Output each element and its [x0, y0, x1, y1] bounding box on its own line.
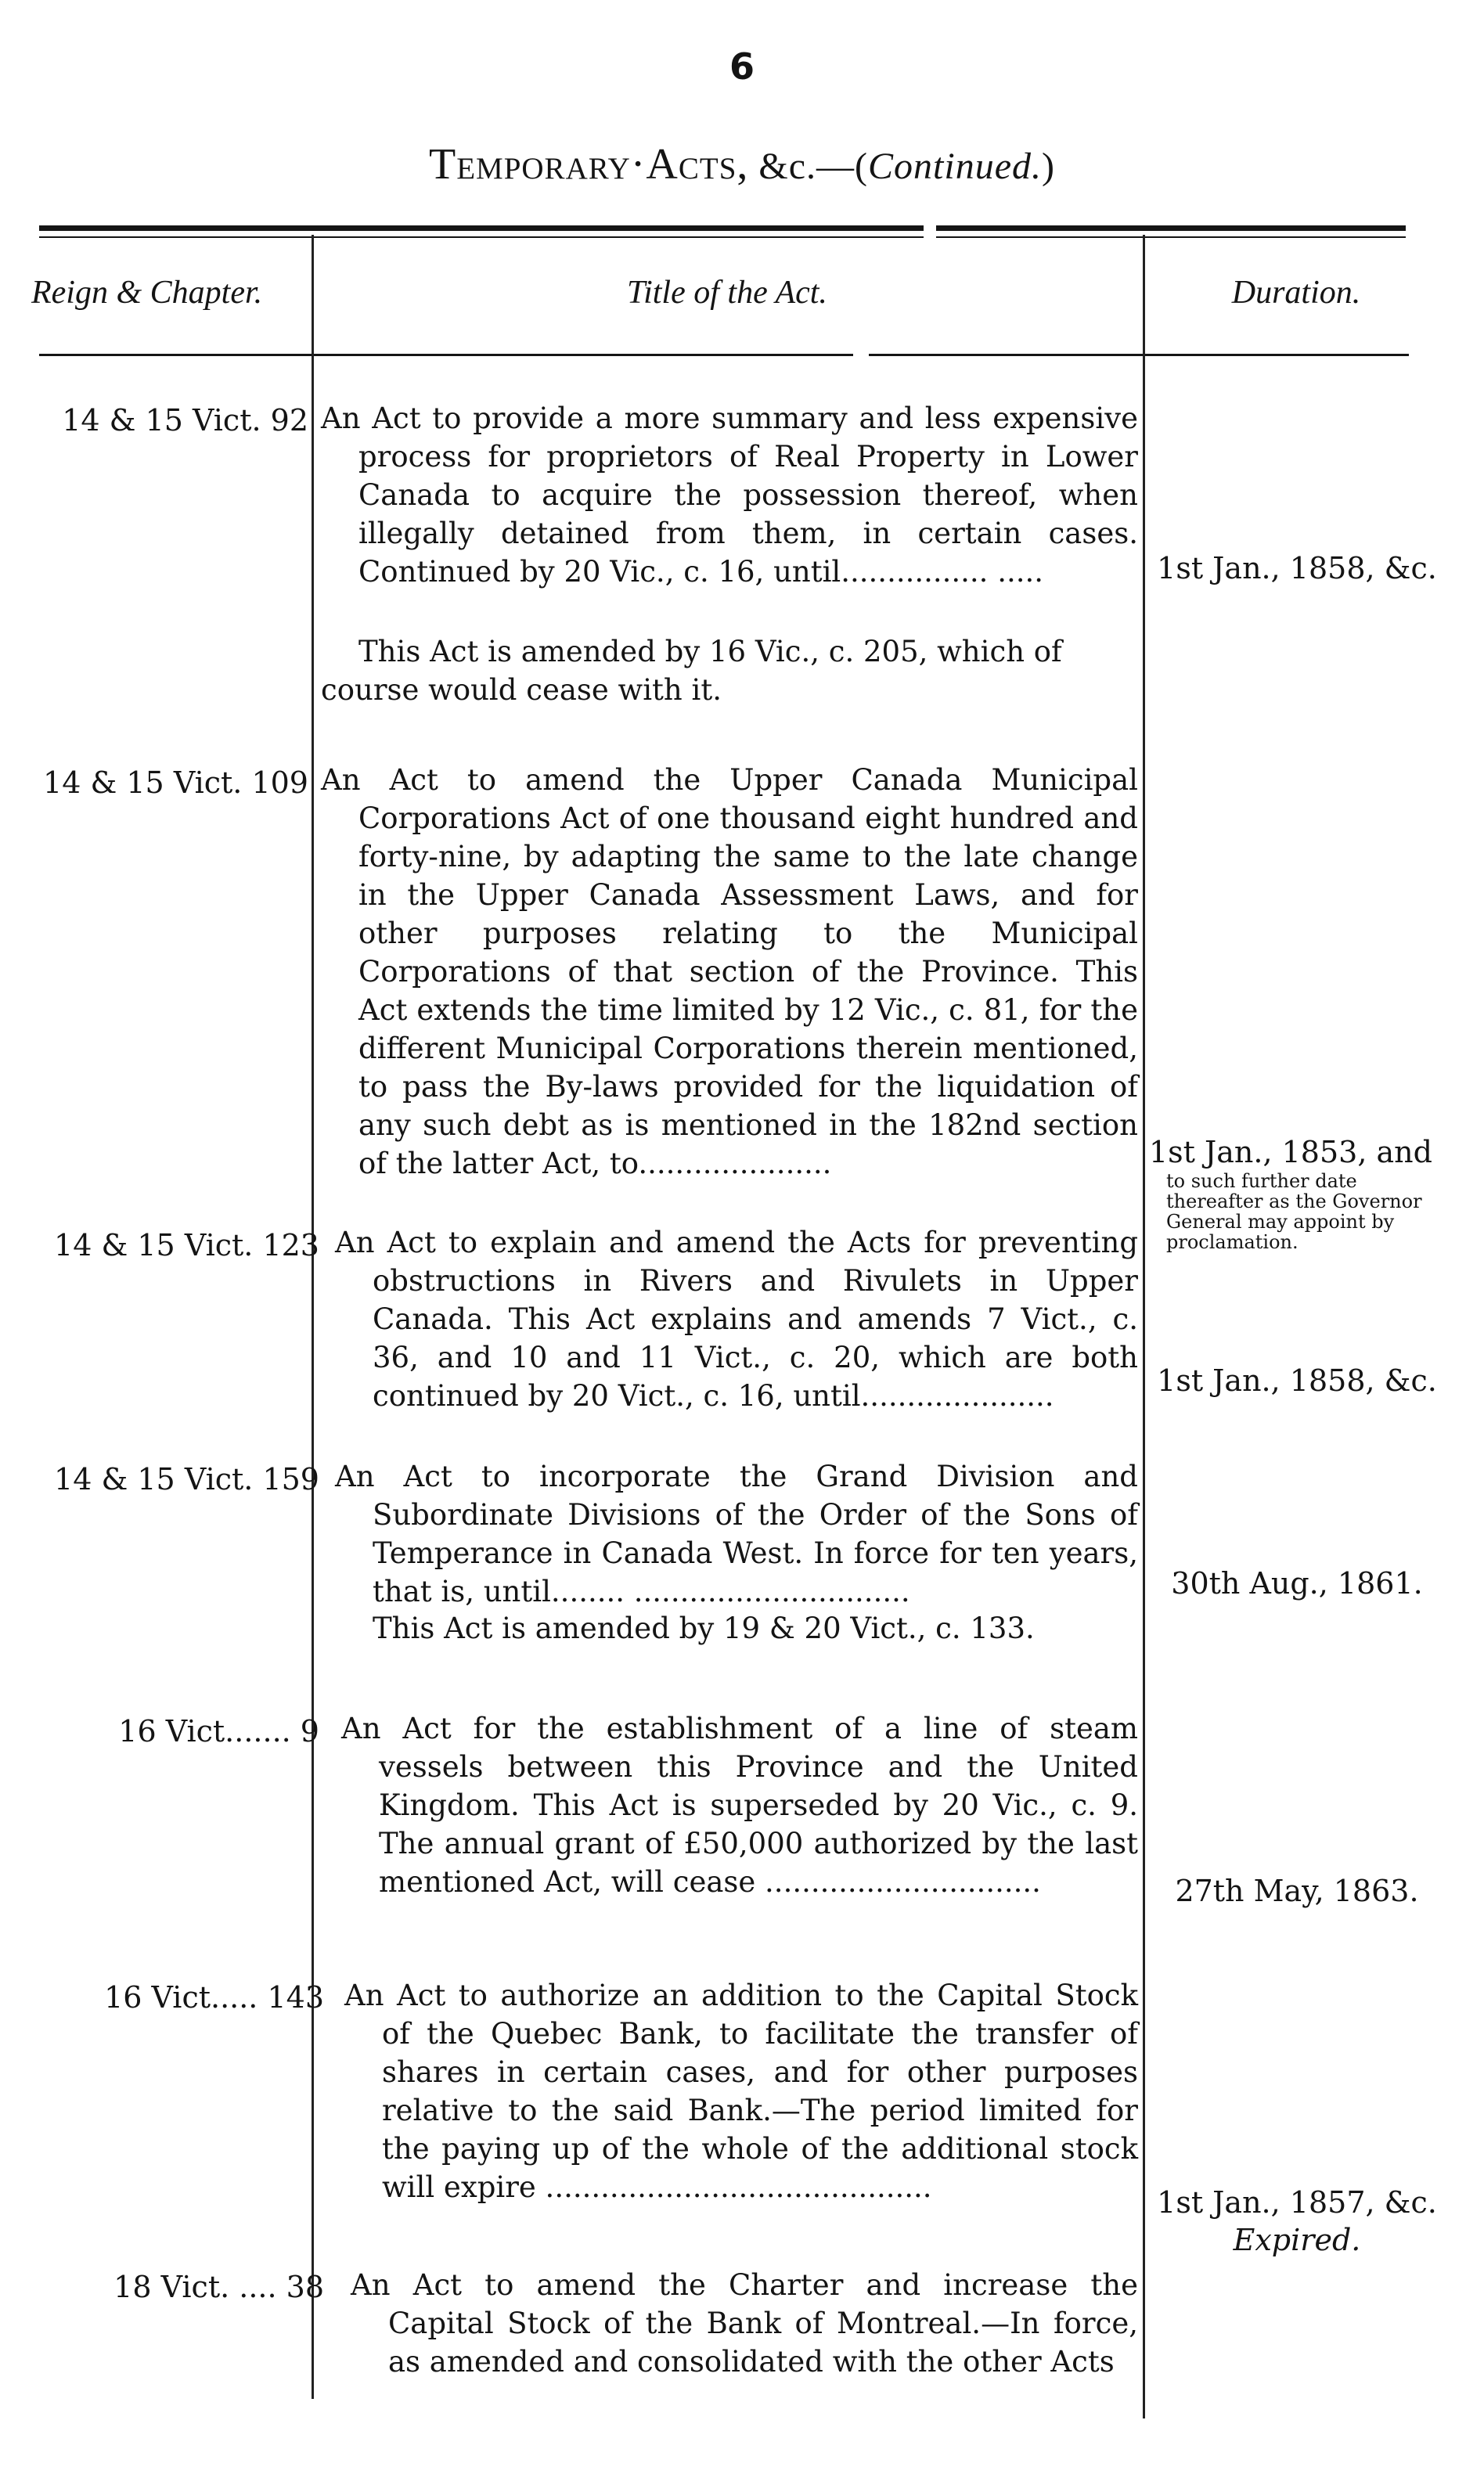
heading-main: Temporary·Acts, — [429, 140, 749, 189]
column-head-reign: Reign & Chapter. — [31, 275, 263, 311]
column-divider-2 — [1143, 235, 1145, 2418]
heading-continued: Continued. — [868, 146, 1043, 187]
entry-expired-flag: Expired. — [1233, 2223, 1361, 2257]
top-rule-thin-right — [936, 236, 1406, 238]
entry-reign: 18 Vict. .... 38 — [113, 2270, 324, 2304]
entry-title: An Act to authorize an addition to the Capital Stock of the Quebec Bank, to facilitate the transfer of shares in certain cases, and for other purposes relative to the said Bank.—The period limited for the paying up of the whole of the additional stock will expire .......................................... — [344, 1979, 1138, 2204]
page-number: 6 — [729, 45, 755, 88]
entry-title: An Act to provide a more summary and less expensive process for proprietors of Real Property in Lower Canada to acquire the possession thereof, when illegally detained from them, in certain cases. Continued by 20 Vic., c. 16, until................ ..... — [321, 402, 1138, 589]
entry-duration: 30th Aug., 1861. — [1171, 1566, 1423, 1601]
entry-title: An Act for the establishment of a line of steam vessels between this Province and the United Kingdom. This Act is superseded by 20 Vic., c. 9. The annual grant of £50,000 authorized by the last mentioned Act, will cease .............................. — [341, 1712, 1138, 1899]
page-heading — [0, 139, 1484, 189]
heading-close: ) — [1042, 146, 1055, 187]
entry-reign: 14 & 15 Vict. 123 — [54, 1228, 319, 1262]
entry-title: An Act to explain and amend the Acts for preventing obstructions in Rivers and Rivulets in Upper Canada. This Act explains and amends 7 Vict., c. 36, and 10 and 11 Vict., c. 20, which are both continued by 20 Vict., c. 16, until..................... — [335, 1226, 1138, 1413]
entry-note: This Act is amended by 19 & 20 Vict., c. 133. — [373, 1612, 1035, 1645]
entry-reign: 14 & 15 Vict. 109 — [43, 765, 308, 800]
column-divider-1 — [312, 235, 314, 2399]
header-rule-right — [869, 354, 1409, 356]
entry-duration: 1st Jan., 1853, and — [1149, 1135, 1432, 1169]
top-rule-thick-right — [936, 225, 1406, 231]
top-rule-thick-left — [39, 225, 924, 231]
column-head-title: Title of the Act. — [627, 275, 827, 311]
entry-reign: 16 Vict....... 9 — [118, 1714, 319, 1749]
entry-title: An Act to amend the Charter and increase the Capital Stock of the Bank of Montreal.—In force, as amended and consolidated with the other Acts — [351, 2268, 1138, 2379]
entry-duration: 1st Jan., 1858, &c. — [1157, 1363, 1437, 1398]
entry-title: An Act to incorporate the Grand Division and Subordinate Divisions of the Order of the Sons of Temperance in Canada West. In force for ten years, that is, until........ .............................. — [335, 1460, 1138, 1608]
entry-duration: 27th May, 1863. — [1175, 1874, 1419, 1908]
header-rule-left — [39, 354, 853, 356]
entry-duration: 1st Jan., 1858, &c. — [1157, 551, 1437, 585]
entry-title: An Act to amend the Upper Canada Municipal Corporations Act of one thousand eight hundred and forty-nine, by adapting the same to the late change in the Upper Canada Assessment Laws, and for other purposes relating to the Municipal Corporations of that section of the Province. This Act extends the time limited by 12 Vic., c. 81, for the different Municipal Corporations therein mentioned, to pass the By-laws provided for the liquidation of any such debt as is mentioned in the 182nd section of the latter Act, to..................... — [321, 763, 1138, 1180]
top-rule-thin-left — [39, 236, 924, 238]
entry-duration-text: 1st Jan., 1857, &c. — [1157, 2185, 1437, 2220]
entry-reign: 14 & 15 Vict. 92 — [62, 403, 308, 438]
entry-reign: 14 & 15 Vict. 159 — [54, 1462, 319, 1496]
entry-duration — [1149, 2184, 1445, 2259]
entry-reign: 16 Vict..... 143 — [104, 1980, 324, 2015]
entry-note: This Act is amended by 16 Vic., c. 205, which of course would cease with it. — [321, 635, 1062, 707]
column-head-duration: Duration. — [1231, 275, 1361, 311]
heading-etc: &c.—( — [748, 146, 869, 187]
entry-duration-note: to such further date thereafter as the Governor General may appoint by proclamation. — [1166, 1170, 1422, 1253]
